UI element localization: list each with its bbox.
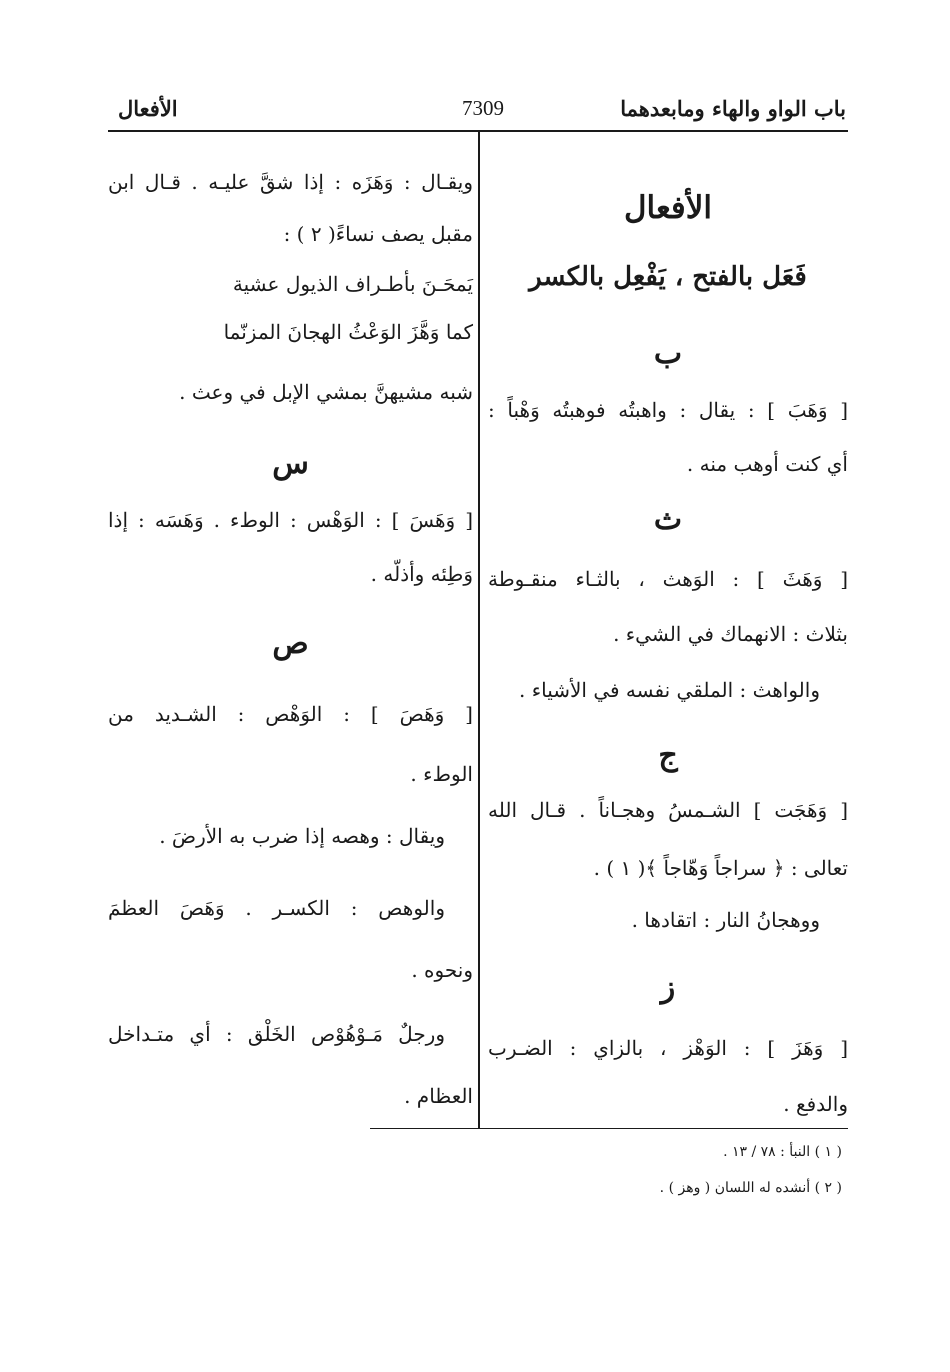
entry-line: والواهث : الملقي نفسه في الأشياء . xyxy=(519,678,820,702)
entry-line: العظام . xyxy=(404,1084,473,1108)
footnote: ( ١ ) النبأ : ٧٨ / ١٣ . xyxy=(723,1144,842,1160)
letter-heading-tha: ث xyxy=(653,502,683,537)
entry-line: تعالى : ﴿ سراجاً وَهّاجاً ﴾( ١ ) . xyxy=(593,856,848,880)
entry-line: والدفع . xyxy=(783,1092,848,1116)
left-column xyxy=(108,0,473,1372)
entry-line: ونحوه . xyxy=(411,958,473,982)
poem-verse: يَمحَـنَ بأطـراف الذيول عشية xyxy=(232,272,473,296)
letter-heading-zay: ز xyxy=(660,970,676,1005)
entry-line: الوطء . xyxy=(410,762,473,786)
entry-line: بثلاث : الانهماك في الشيء . xyxy=(613,622,848,646)
entry-line: [ وَهَجَت ] الشـمسُ وهجـاناً . قـال الله xyxy=(488,798,848,822)
entry-line: ورجلٌ مَـوْهُوْص الخَلْق : أي متـداخل xyxy=(108,1022,445,1046)
entry-line: ووهجانُ النار : اتقادها . xyxy=(631,908,820,932)
letter-heading-jim: ج xyxy=(658,738,678,773)
entry-line: شبه مشيهنَّ بمشي الإبل في وعث . xyxy=(179,380,473,404)
entry-line: وَطِئه وأذلّه . xyxy=(370,562,473,586)
entry-line: [ وَهَثَ ] : الوَهث ، بالثـاء منقـوطة xyxy=(488,567,848,591)
section-title: الأفعال xyxy=(623,190,713,226)
column-divider xyxy=(478,132,480,1128)
entry-line: والوهص : الكسـر . وَهَصَ العظمَ xyxy=(108,896,445,920)
entry-line: [ وَهَسَ ] : الوَهْس : الوطء . وَهَسَه : إذا xyxy=(108,508,473,532)
entry-line: [ وَهَبَ ] : يقال : واهبتُه فوهبتُه وَهْباً : xyxy=(488,398,848,422)
letter-heading-ba: ب xyxy=(653,336,683,371)
letter-heading-sin: س xyxy=(272,446,309,481)
entry-line: ويقـال : وَهَزَه : إذا شقَّ عليـه . قـال ابن xyxy=(108,170,473,194)
running-header-section: الأفعال xyxy=(118,96,178,121)
entry-line: [ وَهَصَ ] : الوَهْص : الشـديد من xyxy=(108,702,473,726)
section-subtitle: فَعَل بالفتح ، يَفْعِل بالكسر xyxy=(529,262,807,292)
entry-line: [ وَهَزَ ] : الوَهْز ، بالزاي : الضـرب xyxy=(488,1036,848,1060)
entry-line: ويقال : وهصه إذا ضرب به الأرضَ . xyxy=(159,824,445,848)
running-header-chapter: باب الواو والهاء ومابعدهما xyxy=(620,96,846,121)
footnote: ( ٢ ) أنشده له اللسان ( وهز ) . xyxy=(659,1180,842,1196)
poem-verse: كما وَهَّزَ الوَعْثُ الهجانَ المزنّما xyxy=(223,320,473,344)
right-column xyxy=(488,0,848,1372)
entry-line: مقبل يصف نساءً( ٢ ) : xyxy=(283,222,473,246)
entry-line: أي كنت أوهب منه . xyxy=(686,452,848,476)
page-number: 7309 xyxy=(462,96,504,120)
letter-heading-sad: ص xyxy=(272,626,309,661)
